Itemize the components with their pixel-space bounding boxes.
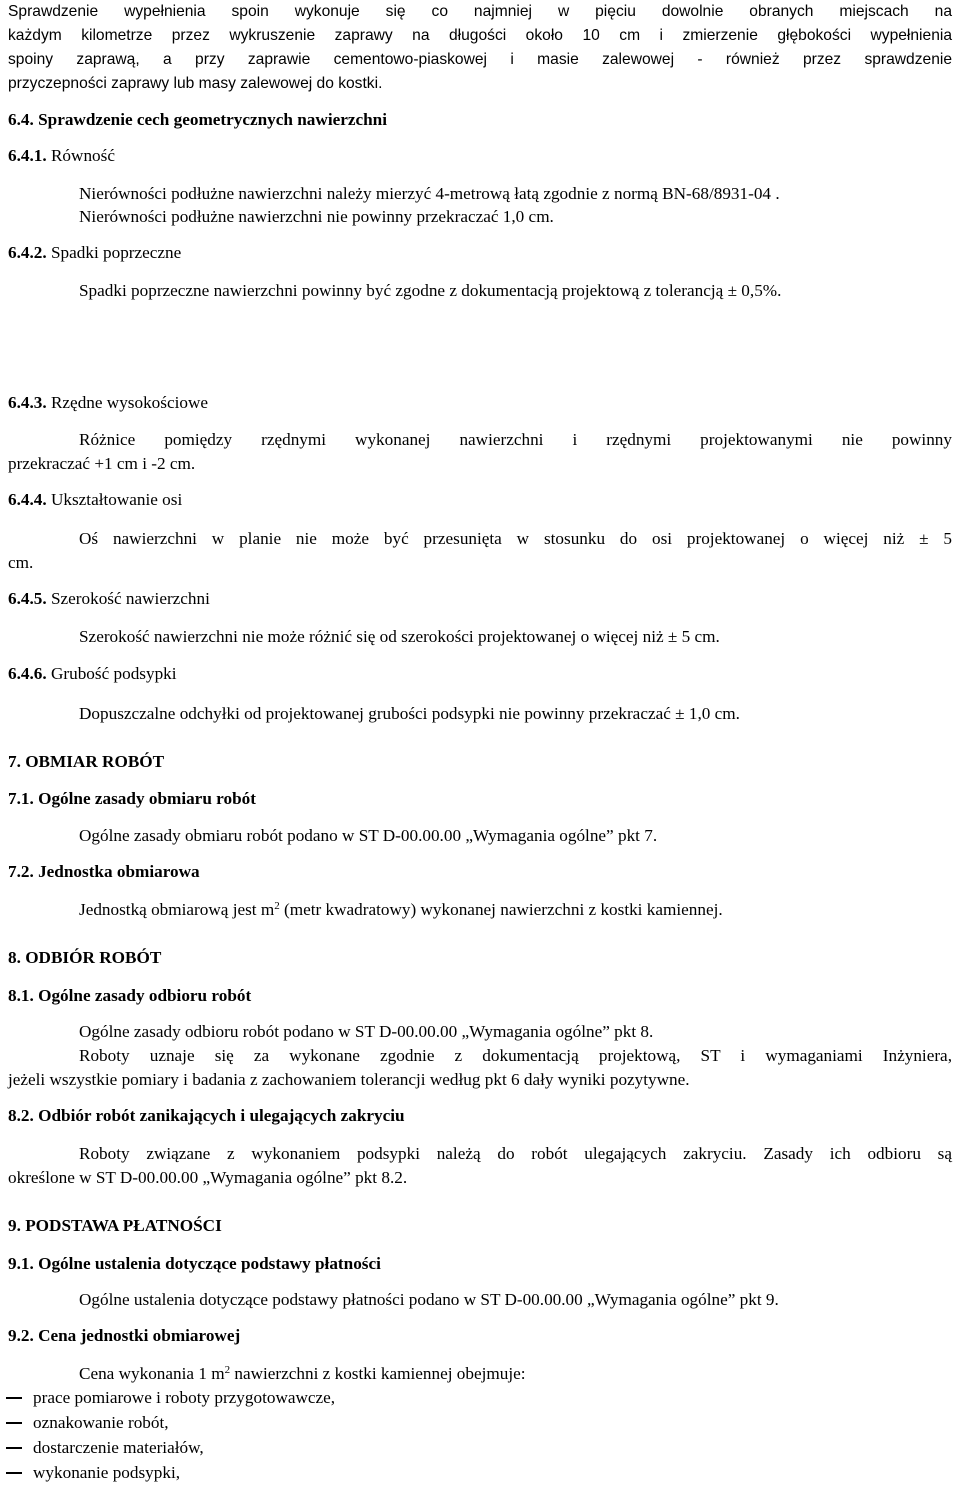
intro-line-1: Sprawdzenie wypełnienia spoin wykonuje się co najmniej w pięciu dowolnie obranych miejscach na <box>8 3 952 20</box>
list-item <box>6 1436 204 1460</box>
dash-bullet-icon <box>6 1422 22 1423</box>
heading-6-4-5-number: 6.4.5. <box>8 589 47 608</box>
heading-6-4-4 <box>8 488 182 512</box>
para-7-2 <box>79 898 723 922</box>
heading-8: 8. ODBIÓR ROBÓT <box>8 948 162 967</box>
heading-9-1: 9.1. Ogólne ustalenia dotyczące podstawy płatności <box>8 1254 381 1273</box>
para-9-1: Ogólne ustalenia dotyczące podstawy płatności podano w ST D-00.00.00 „Wymagania ogólne” pkt 9. <box>79 1290 779 1309</box>
para-6-4-3-line-2: przekraczać +1 cm i -2 cm. <box>8 454 196 473</box>
heading-6-4-1 <box>8 144 115 168</box>
heading-6-4-5 <box>8 587 210 611</box>
dash-bullet-icon <box>6 1397 22 1398</box>
dash-bullet-icon <box>6 1447 22 1448</box>
para-6-4-2: Spadki poprzeczne nawierzchni powinny być zgodne z dokumentacją projektową z tolerancją ± 0,5%. <box>79 281 782 300</box>
para-8-2-line-1: Roboty związane z wykonaniem podsypki należą do robót ulegających zakryciu. Zasady ich odbioru są <box>79 1144 952 1163</box>
para-9-2-text-b: nawierzchni z kostki kamiennej obejmuje: <box>230 1364 526 1383</box>
para-8-1-line-3: jeżeli wszystkie pomiary i badania z zachowaniem tolerancji według pkt 6 dały wyniki pozytywne. <box>8 1070 690 1089</box>
para-6-4-4-line-1: Oś nawierzchni w planie nie może być przesunięta w stosunku do osi projektowanej o więcej niż ± 5 <box>79 529 952 548</box>
para-6-4-1-line-1: Nierówności podłużne nawierzchni należy mierzyć 4-metrową łatą zgodnie z normą BN-68/8931-04 . <box>79 184 780 203</box>
para-7-2-text-b: (metr kwadratowy) wykonanej nawierzchni z kostki kamiennej. <box>279 900 723 919</box>
para-8-2-line-2: określone w ST D-00.00.00 „Wymagania ogólne” pkt 8.2. <box>8 1168 408 1187</box>
heading-6-4-6 <box>8 662 177 686</box>
heading-6-4-2-title: Spadki poprzeczne <box>46 243 182 262</box>
list-item-text: prace pomiarowe i roboty przygotowawcze, <box>33 1388 336 1407</box>
list-item <box>6 1386 335 1410</box>
heading-9: 9. PODSTAWA PŁATNOŚCI <box>8 1216 222 1235</box>
para-7-1: Ogólne zasady obmiaru robót podano w ST D-00.00.00 „Wymagania ogólne” pkt 7. <box>79 826 658 845</box>
heading-6-4-3 <box>8 391 208 415</box>
heading-6-4-6-number: 6.4.6. <box>8 664 47 683</box>
heading-6-4-3-title: Rzędne wysokościowe <box>46 393 209 412</box>
dash-bullet-icon <box>6 1472 22 1473</box>
para-7-2-text-a: Jednostką obmiarową jest m <box>79 900 275 919</box>
heading-7-1: 7.1. Ogólne zasady obmiaru robót <box>8 789 256 808</box>
heading-6-4: 6.4. Sprawdzenie cech geometrycznych nawierzchni <box>8 110 387 129</box>
heading-6-4-4-title: Ukształtowanie osi <box>46 490 183 509</box>
list-item <box>6 1461 180 1485</box>
heading-6-4-1-number: 6.4.1. <box>8 146 47 165</box>
para-6-4-4-line-2: cm. <box>8 553 34 572</box>
para-8-1-line-1: Ogólne zasady odbioru robót podano w ST D-00.00.00 „Wymagania ogólne” pkt 8. <box>79 1022 654 1041</box>
heading-6-4-2 <box>8 241 181 265</box>
para-8-1-line-2: Roboty uznaje się za wykonane zgodnie z dokumentacją projektową, ST i wymaganiami Inżyniera, <box>79 1046 952 1065</box>
intro-line-2: każdym kilometrze przez wykruszenie zaprawy na długości około 10 cm i zmierzenie głębokości wypełnienia <box>8 27 952 44</box>
para-7-2-superscript: 2 <box>274 900 280 912</box>
list-item-text: wykonanie podsypki, <box>33 1463 181 1482</box>
heading-6-4-2-number: 6.4.2. <box>8 243 47 262</box>
heading-6-4-5-title: Szerokość nawierzchni <box>46 589 210 608</box>
heading-8-2: 8.2. Odbiór robót zanikających i ulegających zakryciu <box>8 1106 405 1125</box>
para-9-2-text-a: Cena wykonania 1 m <box>79 1364 225 1383</box>
para-6-4-3-line-1: Różnice pomiędzy rzędnymi wykonanej nawierzchni i rzędnymi projektowanymi nie powinny <box>79 430 952 449</box>
para-6-4-5: Szerokość nawierzchni nie może różnić się od szerokości projektowanej o więcej niż ± 5 cm. <box>79 627 720 646</box>
heading-6-4-1-title: Równość <box>46 146 115 165</box>
intro-line-4: przyczepności zaprawy lub masy zalewowej do kostki. <box>8 75 383 92</box>
para-9-2-superscript: 2 <box>224 1364 231 1376</box>
heading-7-2: 7.2. Jednostka obmiarowa <box>8 862 200 881</box>
para-6-4-1-line-2: Nierówności podłużne nawierzchni nie powinny przekraczać 1,0 cm. <box>79 207 554 226</box>
heading-9-2: 9.2. Cena jednostki obmiarowej <box>8 1326 241 1345</box>
list-item-text: dostarczenie materiałów, <box>33 1438 204 1457</box>
heading-6-4-4-number: 6.4.4. <box>8 490 47 509</box>
list-item <box>6 1411 169 1435</box>
heading-8-1: 8.1. Ogólne zasady odbioru robót <box>8 986 252 1005</box>
intro-line-3: spoiny zaprawą, a przy zaprawie cementowo-piaskowej i masie zalewowej - również przez sprawdzenie <box>8 51 952 68</box>
para-6-4-6: Dopuszczalne odchyłki od projektowanej grubości podsypki nie powinny przekraczać ± 1,0 cm. <box>79 704 740 723</box>
heading-6-4-3-number: 6.4.3. <box>8 393 47 412</box>
heading-6-4-6-title: Grubość podsypki <box>46 664 177 683</box>
para-9-2 <box>79 1362 526 1386</box>
list-item-text: oznakowanie robót, <box>33 1413 169 1432</box>
heading-7: 7. OBMIAR ROBÓT <box>8 752 165 771</box>
